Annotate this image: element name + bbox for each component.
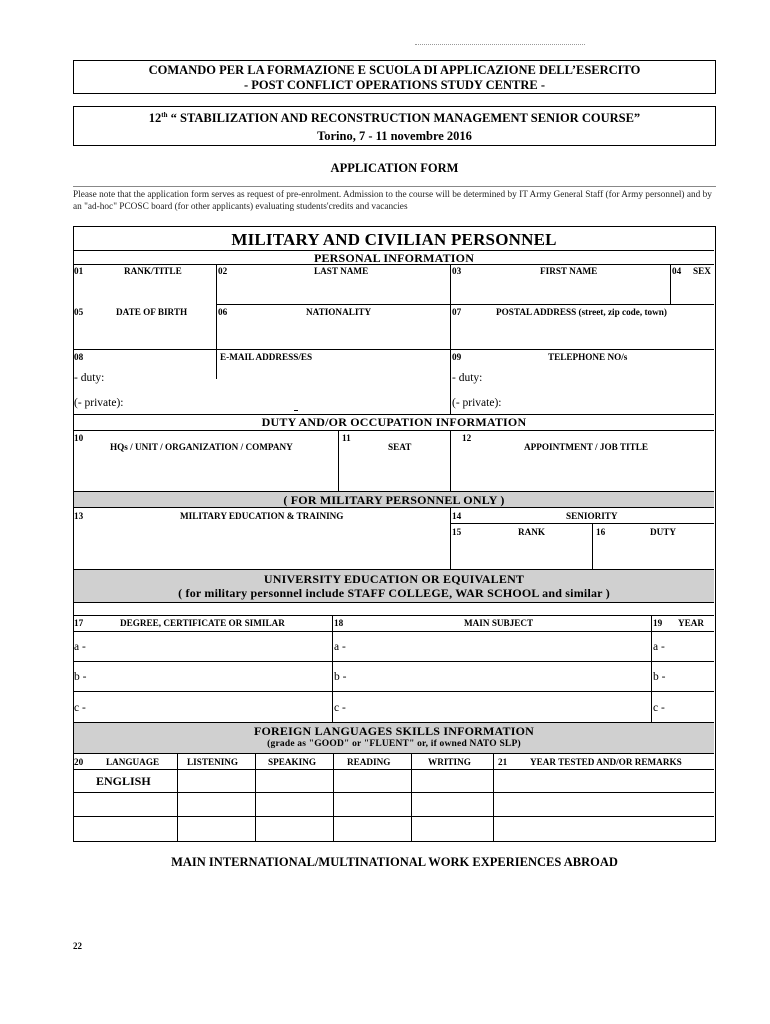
application-form-table bbox=[73, 226, 716, 842]
subject-row-a: a - bbox=[334, 641, 346, 653]
sex-label: SEX bbox=[693, 266, 711, 276]
course-dates: Torino, 7 - 11 novembre 2016 bbox=[317, 129, 472, 144]
work-experiences-title: MAIN INTERNATIONAL/MULTINATIONAL WORK EXPERIENCES ABROAD bbox=[171, 855, 618, 869]
seniority-label: SENIORITY bbox=[566, 511, 618, 521]
field-09: 09 bbox=[452, 352, 462, 362]
degree-row-b: b - bbox=[74, 671, 87, 683]
field-10: 10 bbox=[74, 433, 84, 443]
language-label: LANGUAGE bbox=[106, 757, 160, 767]
personal-info-title: PERSONAL INFORMATION bbox=[313, 251, 475, 265]
first-name-label: FIRST NAME bbox=[540, 266, 598, 276]
nationality-label: NATIONALITY bbox=[306, 307, 372, 317]
field-14: 14 bbox=[452, 511, 462, 521]
year-row-c: c - bbox=[653, 702, 665, 714]
appointment-label: APPOINTMENT / JOB TITLE bbox=[524, 442, 648, 452]
postal-address-label: POSTAL ADDRESS (street, zip code, town) bbox=[496, 307, 667, 317]
field-02: 02 bbox=[218, 266, 228, 276]
form-title: APPLICATION FORM bbox=[330, 161, 459, 175]
university-subtitle: ( for military personnel include STAFF COLLEGE, WAR SCHOOL and similar ) bbox=[178, 586, 610, 600]
phone-private-label: (- private): bbox=[452, 397, 502, 409]
writing-label: WRITING bbox=[428, 757, 471, 767]
rank-title-label: RANK/TITLE bbox=[124, 266, 182, 276]
degree-label: DEGREE, CERTIFICATE OR SIMILAR bbox=[120, 618, 285, 628]
course-number: 12 bbox=[148, 111, 162, 126]
phone-duty-label: - duty: bbox=[452, 372, 483, 384]
field-08: 08 bbox=[74, 352, 84, 362]
subject-row-c: c - bbox=[334, 702, 346, 714]
military-rank-label: RANK bbox=[518, 527, 546, 537]
hq-unit-label: HQs / UNIT / ORGANIZATION / COMPANY bbox=[110, 442, 293, 452]
field-19: 19 bbox=[653, 618, 663, 628]
year-row-b: b - bbox=[653, 671, 666, 683]
page-number: 22 bbox=[73, 941, 82, 951]
field-07: 07 bbox=[452, 307, 462, 317]
field-13: 13 bbox=[74, 511, 84, 521]
field-06: 06 bbox=[218, 307, 228, 317]
field-17: 17 bbox=[74, 618, 84, 628]
field-20: 20 bbox=[74, 757, 84, 767]
degree-row-a: a - bbox=[74, 641, 86, 653]
pre-enrolment-note: Please note that the application form serves as request of pre-enrolment. Admission to the course will be determined by IT Army General Staff (for Army personnel) and by an "ad-hoc" PCOSC board (for other applicants) evaluating students'credits and vacancies bbox=[73, 186, 716, 213]
field-05: 05 bbox=[74, 307, 84, 317]
military-education-label: MILITARY EDUCATION & TRAINING bbox=[180, 511, 344, 521]
header-line1: COMANDO PER LA FORMAZIONE E SCUOLA DI APPLICAZIONE DELL’ESERCITO bbox=[148, 63, 641, 77]
year-row-a: a - bbox=[653, 641, 665, 653]
course-box bbox=[73, 106, 716, 146]
main-subject-label: MAIN SUBJECT bbox=[464, 618, 534, 628]
military-only-title: ( FOR MILITARY PERSONNEL ONLY ) bbox=[283, 493, 505, 507]
field-18: 18 bbox=[334, 618, 344, 628]
last-name-label: LAST NAME bbox=[314, 266, 369, 276]
field-03: 03 bbox=[452, 266, 462, 276]
speaking-label: SPEAKING bbox=[268, 757, 316, 767]
email-label: E-MAIL ADDRESS/ES bbox=[220, 352, 313, 362]
field-16: 16 bbox=[596, 527, 606, 537]
reading-label: READING bbox=[347, 757, 391, 767]
listening-label: LISTENING bbox=[187, 757, 239, 767]
field-12: 12 bbox=[462, 433, 472, 443]
military-duty-label: DUTY bbox=[650, 527, 677, 537]
field-04: 04 bbox=[672, 266, 682, 276]
university-title: UNIVERSITY EDUCATION OR EQUIVALENT bbox=[263, 572, 525, 586]
languages-title: FOREIGN LANGUAGES SKILLS INFORMATION bbox=[253, 724, 535, 738]
language-row-english: ENGLISH bbox=[96, 774, 151, 788]
telephone-label: TELEPHONE NO/s bbox=[548, 352, 628, 362]
header-box bbox=[73, 60, 716, 94]
degree-row-c: c - bbox=[74, 702, 86, 714]
main-title: MILITARY AND CIVILIAN PERSONNEL bbox=[231, 230, 557, 249]
year-tested-label: YEAR TESTED AND/OR REMARKS bbox=[530, 757, 682, 767]
field-01: 01 bbox=[74, 266, 84, 276]
email-private-label: (- private): bbox=[74, 397, 124, 409]
header-line2: - POST CONFLICT OPERATIONS STUDY CENTRE - bbox=[244, 78, 545, 92]
field-15: 15 bbox=[452, 527, 462, 537]
seat-label: SEAT bbox=[388, 442, 412, 452]
scan-artifact bbox=[415, 44, 585, 46]
languages-subtitle: (grade as "GOOD" or "FLUENT" or, if owned NATO SLP) bbox=[267, 739, 521, 749]
duty-info-title: DUTY AND/OR OCCUPATION INFORMATION bbox=[261, 415, 527, 429]
subject-row-b: b - bbox=[334, 671, 347, 683]
course-title bbox=[74, 111, 715, 126]
course-ordinal: th bbox=[161, 111, 168, 119]
date-of-birth-label: DATE OF BIRTH bbox=[116, 307, 188, 317]
year-label: YEAR bbox=[678, 618, 705, 628]
field-11: 11 bbox=[342, 433, 351, 443]
email-duty-label: - duty: bbox=[74, 372, 105, 384]
field-21: 21 bbox=[498, 757, 508, 767]
course-name: “ STABILIZATION AND RECONSTRUCTION MANAGEMENT SENIOR COURSE” bbox=[167, 111, 641, 126]
